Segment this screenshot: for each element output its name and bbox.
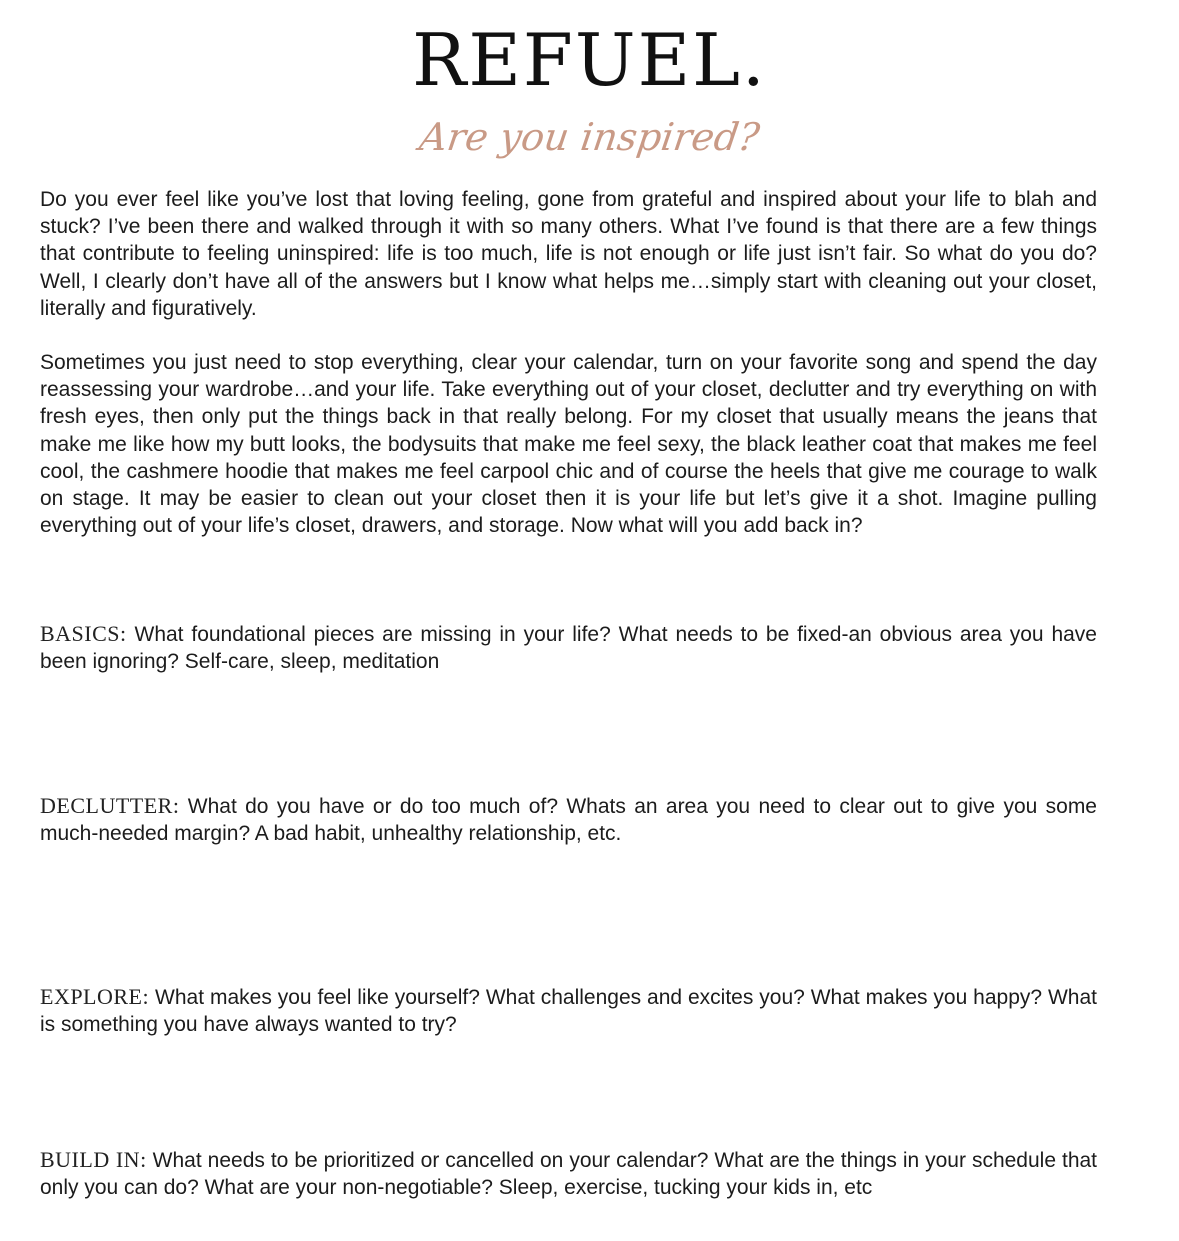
section-build-in xyxy=(40,1146,1097,1201)
page-subtitle: Are you inspired? xyxy=(416,115,763,159)
section-text-declutter: What do you have or do too much of? Whats an area you need to clear out to give you some much-needed margin? A bad habit, unhealthy relationship, etc. xyxy=(40,795,1097,846)
section-text-build-in: What needs to be prioritized or cancelled on your calendar? What are the things in your schedule that only you can do? What are your non-negotiable? Sleep, exercise, tucking your kids in, etc xyxy=(40,1149,1098,1200)
section-declutter xyxy=(40,792,1097,847)
intro-paragraph-1: Do you ever feel like you’ve lost that loving feeling, gone from grateful and inspired about your life to blah and stuck? I’ve been there and walked through it with so many others. What I’ve found is that there are a few things that contribute to feeling uninspired: life is too much, life is not enough or life just isn’t fair. So what do you do? Well, I clearly don’t have all of the answers but I know what helps me…simply start with cleaning out your closet, literally and figuratively. xyxy=(40,188,1097,320)
intro-paragraph-2: Sometimes you just need to stop everything, clear your calendar, turn on your favorite song and spend the day reassessing your wardrobe…and your life. Take everything out of your closet, declutter and try everything on with fresh eyes, then only put the things back in that really belong. For my closet that usually means the jeans that make me like how my butt looks, the bodysuits that make me feel sexy, the black leather coat that makes me feel cool, the cashmere hoodie that makes me feel carpool chic and of course the heels that give me courage to walk on stage. It may be easier to clean out your closet then it is your life but let’s give it a shot. Imagine pulling everything out of your life’s closet, drawers, and storage. Now what will you add back in? xyxy=(40,351,1097,538)
section-basics xyxy=(40,620,1097,675)
section-label-basics: BASICS: xyxy=(40,621,127,646)
section-label-declutter: DECLUTTER: xyxy=(40,793,180,818)
section-text-explore: What makes you feel like yourself? What challenges and excites you? What makes you happy? What is something you have always wanted to try? xyxy=(40,986,1097,1037)
page-title: REFUEL. xyxy=(412,18,767,102)
section-label-explore: EXPLORE: xyxy=(40,984,150,1009)
section-label-build-in: BUILD IN: xyxy=(40,1147,147,1172)
section-explore xyxy=(40,983,1097,1038)
section-text-basics: What foundational pieces are missing in your life? What needs to be fixed-an obvious area you have been ignoring? Self-care, sleep, meditation xyxy=(40,623,1097,674)
